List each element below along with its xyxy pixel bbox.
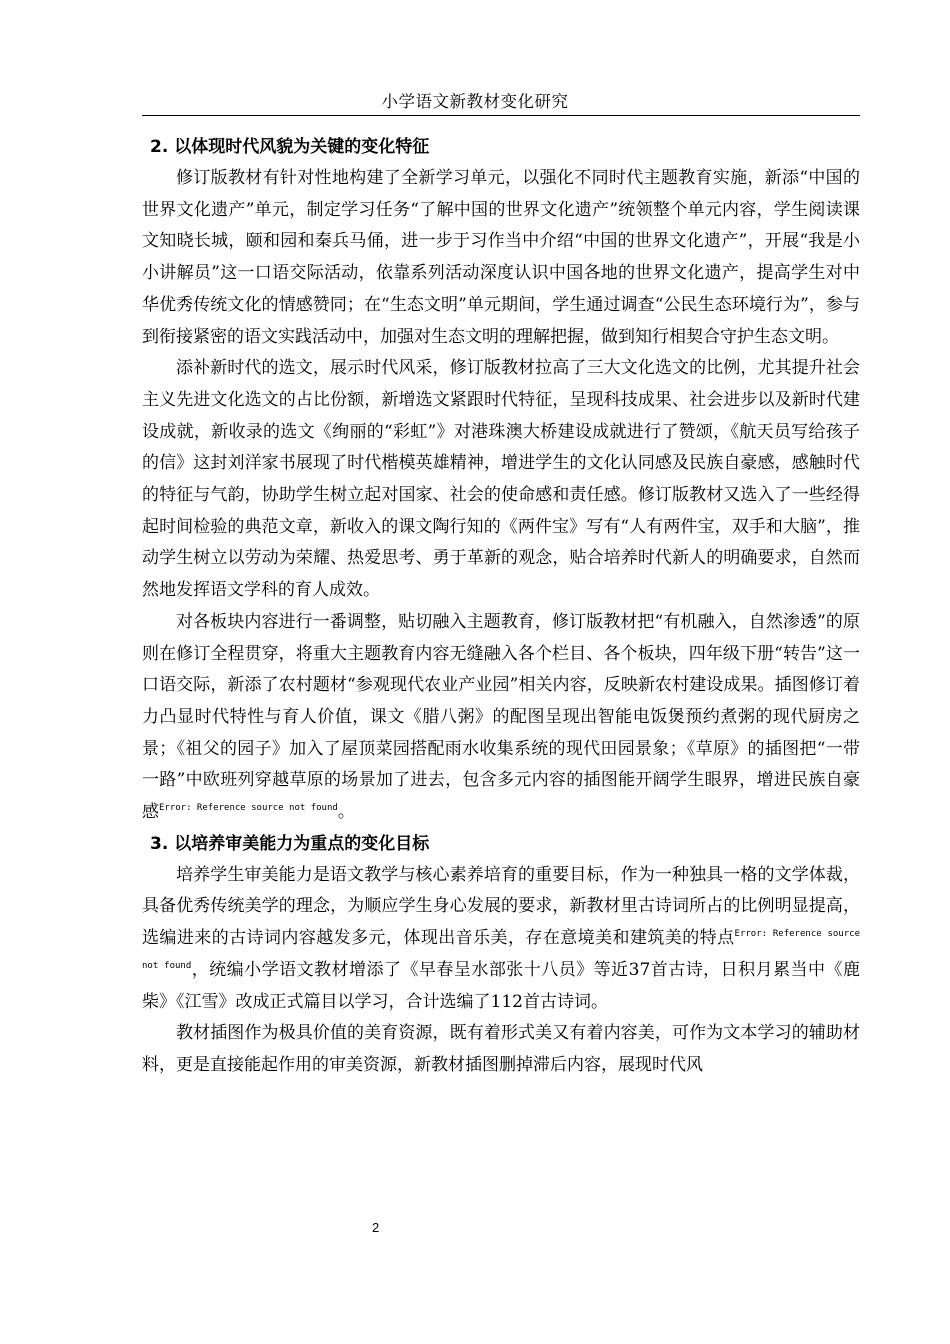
running-header-title: 小学语文新教材变化研究	[381, 92, 569, 111]
paragraph-3-text: 对各板块内容进行一番调整，贴切融入主题教育，修订版教材把“有机融入，自然渗透”的原则在修订全程贯穿，将重大主题教育内容无缝融入各个栏目、各个板块，四年级下册“转告”这一口语交际，新添了农村题材“参观现代农业产业园”相关内容，反映新农村建设成果。插图修订着力凸显时代特性与育人价值，课文《腊八粥》的配图呈现出智能电饭煲预约煮粥的现代厨房之景；《祖父的园子》加入了屋顶菜园搭配雨水收集系统的现代田园景象；《草原》的插图把“一带一路”中欧班列穿越草原的场景加了进去，包含多元内容的插图能开阔学生眼界，增进民族自豪感	[142, 611, 860, 823]
paragraph-1: 修订版教材有针对性地构建了全新学习单元，以强化不同时代主题教育实施，新添“中国的世界文化遗产”单元，制定学习任务“了解中国的世界文化遗产”统领整个单元内容，学生阅读课文知晓长城，颐和园和秦兵马俑，进一步于习作当中介绍“中国的世界文化遗产”，开展“我是小小讲解员”这一口语交际活动，依靠系列活动深度认识中国各地的世界文化遗产，提高学生对中华优秀传统文化的情感赞同；在“生态文明”单元期间，学生通过调查“公民生态环境行为”，参与到衔接紧密的语文实践活动中，加强对生态文明的理解把握，做到知行相契合守护生态文明。	[142, 168, 860, 347]
paragraph-5: 教材插图作为极具价值的美育资源，既有着形式美又有着内容美，可作为文本学习的辅助材料，更是直接能起作用的审美资源，新教材插图删掉滞后内容，展现时代风	[142, 1023, 860, 1075]
paragraph-4-text-a: 培养学生审美能力是语文教学与核心素养培育的重要目标，作为一种独具一格的文学体裁，具备优秀传统美学的理念，为顺应学生身心发展的要求，新教材里古诗词所占的比例明显提高，选编进来的古诗词内容越发多元，体现出音乐美，存在意境美和建筑美的特点	[142, 864, 860, 949]
paragraph-4	[142, 860, 860, 1019]
paragraph-3	[142, 607, 860, 829]
reference-error-note: Error: Reference source not found	[159, 803, 338, 814]
page-number: 2	[372, 1220, 380, 1235]
header-rule	[142, 115, 860, 116]
paragraph-3-end: 。	[337, 802, 355, 823]
paragraph-2: 添补新时代的选文，展示时代风采，修订版教材拉高了三大文化选文的比例，尤其提升社会主义先进文化选文的占比份额，新增选文紧跟时代特征，呈现科技成果、社会进步以及新时代建设成就，新收录的选文《绚丽的“彩虹”》对港珠澳大桥建设成就进行了赞颂，《航天员写给孩子的信》这封刘洋家书展现了时代楷模英雄精神，增进学生的文化认同感及民族自豪感，感触时代的特征与气韵，协助学生树立起对国家、社会的使命感和责任感。修订版教材又选入了一些经得起时间检验的典范文章，新收入的课文陶行知的《两件宝》写有“人有两件宝，双手和大脑”，推动学生树立以劳动为荣耀、热爱思考、勇于革新的观念，贴合培养时代新人的明确要求，自然而然地发挥语文学科的育人成效。	[142, 358, 860, 601]
section-heading-3: 3. 以培养审美能力为重点的变化目标	[150, 833, 430, 854]
paragraph-4-text-b: ，统编小学语文教材增添了《早春呈水部张十八员》等近37首古诗，日积月累当中《鹿柴》《江雪》改成正式篇目以学习，合计选编了112首古诗词。	[142, 959, 860, 1012]
page-body	[142, 132, 860, 1082]
section-heading-2: 2. 以体现时代风貌为关键的变化特征	[150, 137, 430, 157]
reference-error-note: Error: Reference source not found	[142, 929, 861, 971]
